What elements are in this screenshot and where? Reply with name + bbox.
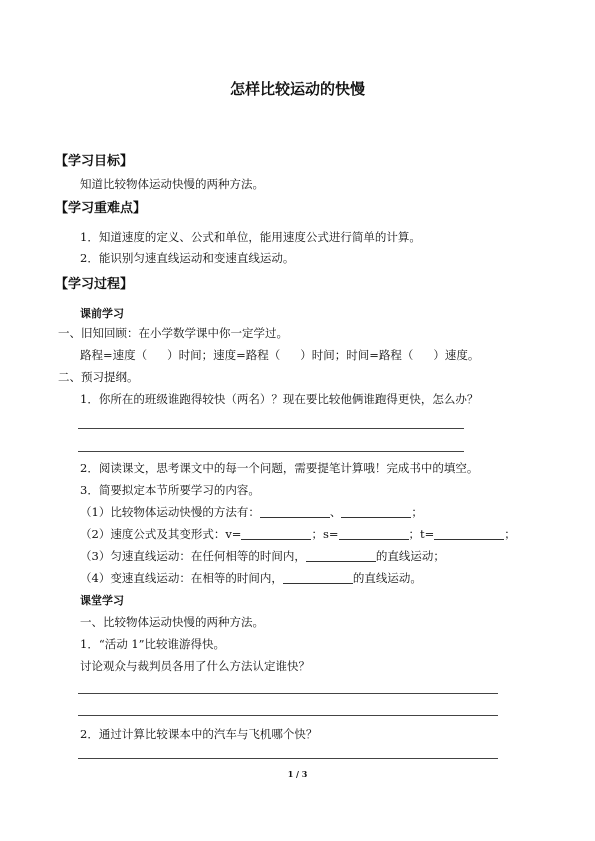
- fill-blank[interactable]: [260, 505, 330, 518]
- class-study-heading: 课堂学习: [80, 594, 124, 607]
- outline-item-4: [80, 570, 422, 586]
- discuss-question: 讨论观众与裁判员各用了什么方法认定谁快？: [80, 659, 310, 673]
- outline-item-2-label: （2）速度公式及其变形式：v=: [80, 527, 242, 541]
- formula-part-a: 路程=速度（: [80, 348, 148, 362]
- outline-item-1: [80, 504, 423, 520]
- answer-line[interactable]: [78, 758, 498, 759]
- preview-question-1: 1．你所在的班级谁跑得较快（两名）？现在要比较他俩谁跑得更快，怎么办？: [80, 392, 479, 406]
- pre-study-heading: 课前学习: [80, 307, 124, 320]
- outline-item-4-end: 的直线运动。: [352, 571, 422, 585]
- preview-question-2: 2．阅读课文，思考课文中的每一个问题，需要提笔计算哦！完成书中的填空。: [80, 461, 479, 475]
- fill-blank[interactable]: [341, 505, 411, 518]
- formula-s-label: ；s=: [311, 527, 339, 541]
- outline-item-1-label: （1）比较物体运动快慢的方法有：: [80, 505, 260, 519]
- fill-blank[interactable]: [283, 571, 353, 584]
- activity-1: 1．“活动 1”比较谁游得快。: [80, 637, 226, 651]
- fill-blank[interactable]: [241, 527, 311, 540]
- separator: 、: [329, 505, 342, 519]
- formula-line: [80, 347, 479, 363]
- key-heading: 【学习重难点】: [55, 201, 147, 216]
- outline-item-3-label: （3）匀速直线运动：在任何相等的时间内，: [80, 549, 306, 563]
- key-item-1: 1．知道速度的定义、公式和单位，能用速度公式进行简单的计算。: [80, 230, 421, 244]
- formula-part-c: ）时间；时间=路程（: [300, 348, 414, 362]
- answer-line[interactable]: [78, 428, 464, 429]
- goal-heading: 【学习目标】: [55, 154, 134, 169]
- class-part-1: 一、比较物体运动快慢的两种方法。: [80, 615, 264, 629]
- formula-part-d: ）速度。: [433, 348, 480, 362]
- answer-line[interactable]: [78, 715, 498, 716]
- outline-item-3-end: 的直线运动；: [375, 549, 445, 563]
- goal-text: 知道比较物体运动快慢的两种方法。: [80, 177, 264, 191]
- fill-blank[interactable]: [306, 549, 376, 562]
- separator: ；: [504, 527, 516, 541]
- outline-item-4-label: （4）变速直线运动：在相等的时间内，: [80, 571, 283, 585]
- preview-question-3: 3．简要拟定本节所要学习的内容。: [80, 483, 260, 497]
- answer-line[interactable]: [78, 451, 464, 452]
- fill-blank[interactable]: [434, 527, 504, 540]
- formula-part-b: ）时间；速度=路程（: [167, 348, 281, 362]
- fill-blank[interactable]: [339, 527, 409, 540]
- page-title: 怎样比较运动的快慢: [229, 80, 365, 98]
- key-item-2: 2．能识别匀速直线运动和变速直线运动。: [80, 251, 295, 265]
- preview-title: 二、预习提纲。: [58, 370, 139, 384]
- outline-item-3: [80, 548, 445, 564]
- answer-line[interactable]: [78, 693, 498, 694]
- review-title: 一、旧知回顾：在小学数学课中你一定学过。: [58, 326, 288, 340]
- separator: ；: [411, 505, 423, 519]
- process-heading: 【学习过程】: [55, 277, 134, 292]
- outline-item-2: [80, 526, 516, 542]
- formula-t-label: ；t=: [408, 527, 435, 541]
- page-number: 1 / 3: [287, 769, 308, 779]
- class-question-2: 2．通过计算比较课本中的汽车与飞机哪个快？: [80, 727, 318, 741]
